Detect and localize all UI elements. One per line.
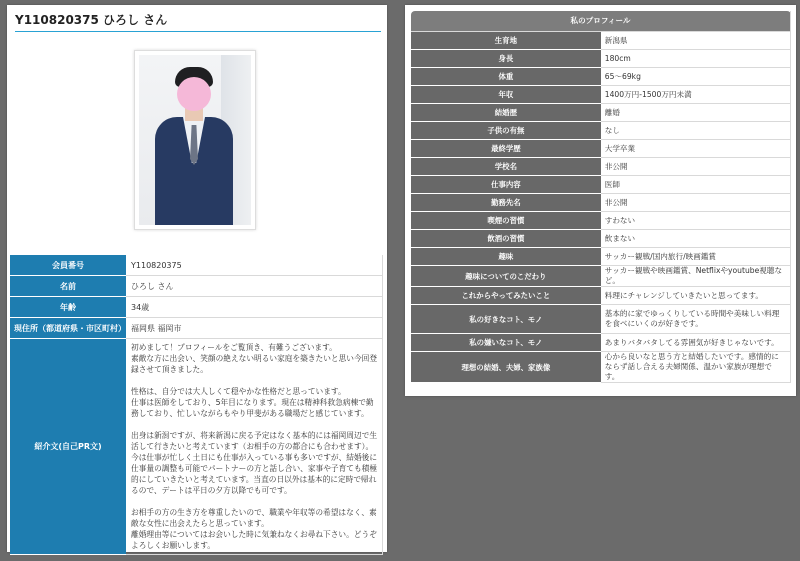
table-row — [411, 266, 791, 287]
row-label: 理想の結婚、夫婦、家族像 — [411, 352, 601, 383]
row-value: Y110820375 — [126, 255, 383, 276]
member-photo — [139, 55, 251, 225]
table-row — [411, 287, 791, 305]
table-row — [411, 32, 791, 50]
pr-line: 初めまして！プロフィールをご覧頂き、有難うございます。 — [131, 343, 337, 352]
row-label: 年収 — [411, 86, 601, 104]
row-label: 体重 — [411, 68, 601, 86]
row-value: 34歳 — [126, 297, 383, 318]
table-row — [10, 318, 383, 339]
row-value: あまりバタバタしてる雰囲気が好きじゃないです。 — [601, 334, 791, 352]
row-value: 非公開 — [601, 158, 791, 176]
pr-line: 離婚理由等についてはお会いした時に気兼ねなくお尋ね下さい。どうぞよろしくお願いします。 — [131, 530, 377, 550]
row-value: 料理にチャレンジしていきたいと思ってます。 — [601, 287, 791, 305]
row-label: 身長 — [411, 50, 601, 68]
row-label: 飲酒の習慣 — [411, 230, 601, 248]
row-label: 年齢 — [10, 297, 126, 318]
row-value: 新潟県 — [601, 32, 791, 50]
row-value: 離婚 — [601, 104, 791, 122]
table-row — [411, 230, 791, 248]
row-value: サッカー観戦/国内旅行/映画鑑賞 — [601, 248, 791, 266]
row-value: 65～69kg — [601, 68, 791, 86]
table-row — [411, 352, 791, 383]
table-row — [411, 104, 791, 122]
row-value: 福岡県 福岡市 — [126, 318, 383, 339]
row-value: 非公開 — [601, 194, 791, 212]
row-label: 名前 — [10, 276, 126, 297]
profile-panel — [7, 5, 387, 552]
table-row — [411, 248, 791, 266]
profile-title: Y110820375 ひろし さん — [15, 11, 381, 32]
row-label: 結婚歴 — [411, 104, 601, 122]
row-label: 生育地 — [411, 32, 601, 50]
pr-line — [131, 496, 377, 507]
row-value: すわない — [601, 212, 791, 230]
pr-line: 性格は、自分では大人しくて穏やかな性格だと思っています。 — [131, 387, 346, 396]
row-value: 医師 — [601, 176, 791, 194]
pr-line: お相手の方の生き方を尊重したいので、職業や年収等の希望はなく、素敵な女性に出会えたらと思っています。 — [131, 508, 377, 528]
row-value: 180cm — [601, 50, 791, 68]
pr-line — [131, 375, 377, 386]
table-row — [411, 122, 791, 140]
row-label: 現住所（都道府県・市区町村） — [10, 318, 126, 339]
row-label: 学校名 — [411, 158, 601, 176]
table-row — [411, 68, 791, 86]
table-row — [411, 140, 791, 158]
table-row — [411, 176, 791, 194]
row-value: 1400万円-1500万円未満 — [601, 86, 791, 104]
row-label: 喫煙の習慣 — [411, 212, 601, 230]
member-photo-frame[interactable] — [134, 50, 256, 230]
row-label: これからやってみたいこと — [411, 287, 601, 305]
table-header-row — [411, 11, 791, 32]
row-label: 子供の有無 — [411, 122, 601, 140]
pr-line: 仕事は医師をしており、5年目になります。現在は精神科救急病棟で勤務しており、忙しいながらもやり甲斐がある職場だと感じています。 — [131, 398, 374, 418]
row-value: なし — [601, 122, 791, 140]
table-row — [411, 305, 791, 334]
row-label: 最終学歴 — [411, 140, 601, 158]
table-row — [411, 86, 791, 104]
table-row — [10, 255, 383, 276]
my-profile-header: 私のプロフィール — [411, 11, 791, 32]
table-row — [10, 339, 383, 555]
table-row — [411, 50, 791, 68]
row-label: 紹介文(自己PR文) — [10, 339, 126, 555]
my-profile-panel — [405, 5, 796, 396]
table-row — [10, 276, 383, 297]
row-value: 大学卒業 — [601, 140, 791, 158]
row-label: 勤務先名 — [411, 194, 601, 212]
row-label: 私の嫌いなコト、モノ — [411, 334, 601, 352]
face-blur-mask — [177, 77, 211, 111]
basic-info-table — [10, 255, 383, 555]
row-label: 会員番号 — [10, 255, 126, 276]
row-label: 仕事内容 — [411, 176, 601, 194]
my-profile-table — [411, 11, 791, 383]
table-row — [411, 334, 791, 352]
pr-line: 素敵な方に出会い、笑顔の絶えない明るい家庭を築きたいと思い今回登録させて頂きました。 — [131, 354, 378, 374]
table-row — [10, 297, 383, 318]
row-label: 趣味についてのこだわり — [411, 266, 601, 287]
table-row — [411, 194, 791, 212]
pr-line: 出身は新潟ですが、将来新潟に戻る予定はなく基本的には福岡周辺で生活して行きたいと考えています（お相手の方の都合にも合わせます）。今は仕事が忙しく土日にも仕事が入っている事も多いですが、結婚後に仕事量の調整も可能でパートナーの方と話し合い、家事や子育ても積極的にしていきたいと考えています。当直の日以外は基本的に定時で帰れるので、デートは平日の夕方以降でも可です。 — [131, 431, 378, 495]
row-value: 心から良いなと思う方と結婚したいです。感情的にならず話し合える夫婦関係、温かい家族が理想です。 — [601, 352, 791, 383]
row-value: サッカー観戦や映画鑑賞、Netflixやyoutube視聴など。 — [601, 266, 791, 287]
row-value: 飲まない — [601, 230, 791, 248]
table-row — [411, 212, 791, 230]
row-label: 趣味 — [411, 248, 601, 266]
row-value: 基本的に家でゆっくりしている時間や美味しい料理を食べにいくのが好きです。 — [601, 305, 791, 334]
pr-line — [131, 419, 377, 430]
self-pr-text — [126, 339, 383, 555]
row-label: 私の好きなコト、モノ — [411, 305, 601, 334]
row-value: ひろし さん — [126, 276, 383, 297]
table-row — [411, 158, 791, 176]
